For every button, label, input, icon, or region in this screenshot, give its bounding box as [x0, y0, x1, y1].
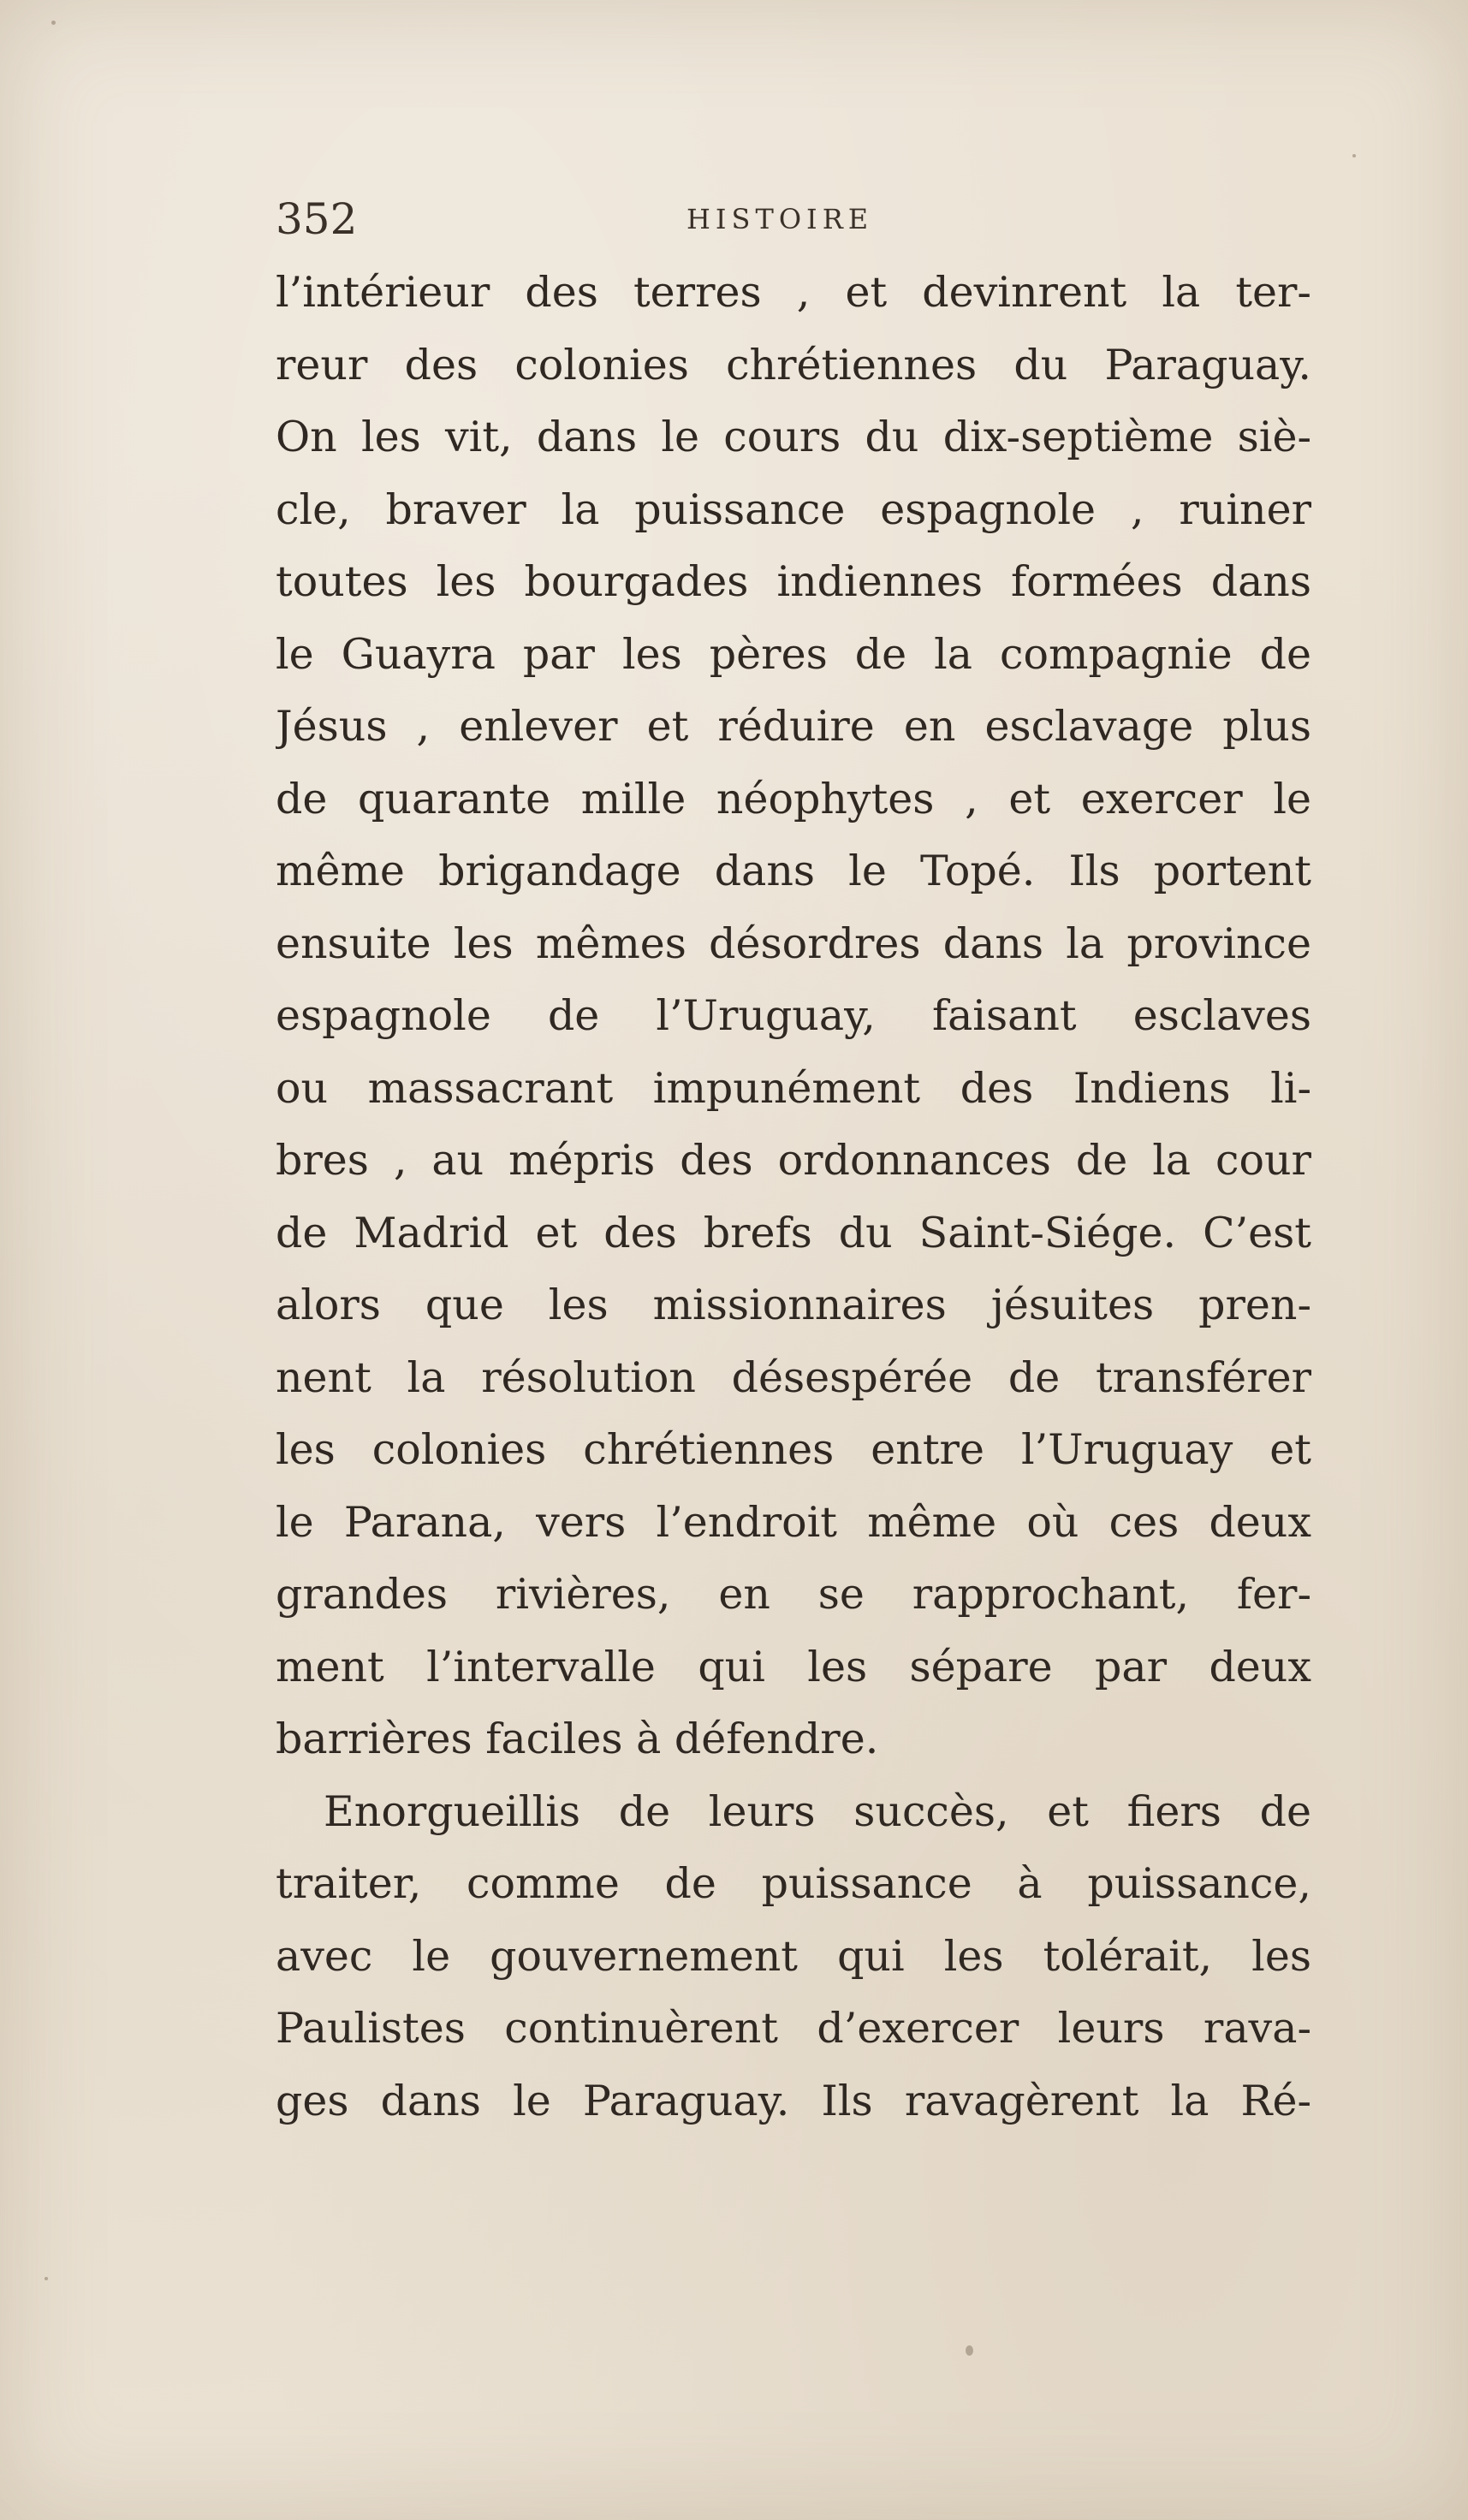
paper-speck — [51, 21, 56, 25]
text-line: alors que les missionnaires jésuites pren- — [276, 1281, 1311, 1329]
page-header — [276, 193, 1311, 245]
text-line: reur des colonies chrétiennes du Paraguay. — [276, 340, 1311, 389]
text-line: traiter, comme de puissance à puissance, — [276, 1859, 1311, 1908]
text-line: même brigandage dans le Topé. Ils portent — [276, 847, 1311, 895]
page-number: 352 — [276, 194, 358, 244]
text-line: nent la résolution désespérée de transférer — [276, 1352, 1311, 1402]
paragraph-first-line: Enorgueillis de leurs succès, et fiers de — [324, 1786, 1311, 1836]
text-line: de quarante mille néophytes , et exercer le — [276, 774, 1311, 823]
text-line: espagnole de l’Uruguay, faisant esclaves — [276, 991, 1311, 1040]
text-line: ment l’intervalle qui les sépare par deux — [276, 1642, 1311, 1691]
text-line: de Madrid et des brefs du Saint-Siége. C’est — [276, 1208, 1311, 1257]
text-line: Paulistes continuèrent d’exercer leurs rava- — [276, 2004, 1311, 2053]
text-line: avec le gouvernement qui les tolérait, les — [276, 1931, 1311, 1981]
text-line: ou massacrant impunément des Indiens li- — [276, 1063, 1311, 1113]
text-line: le Guayra par les pères de la compagnie de — [276, 629, 1311, 679]
text-line: le Parana, vers l’endroit même où ces deux — [276, 1497, 1311, 1547]
text-line: bres , au mépris des ordonnances de la cour — [276, 1136, 1311, 1185]
text-line: Jésus , enlever et réduire en esclavage plus — [276, 702, 1311, 751]
text-line: toutes les bourgades indiennes formées dans — [276, 557, 1311, 606]
text-line: les colonies chrétiennes entre l’Uruguay et — [276, 1425, 1311, 1474]
text-line: On les vit, dans le cours du dix-septième siè- — [276, 413, 1311, 461]
text-line: grandes rivières, en se rapprochant, fer- — [276, 1570, 1311, 1619]
paragraph-last-line: barrières faciles à défendre. — [276, 1715, 879, 1763]
body-text — [276, 257, 1311, 2137]
paper-speck — [966, 2345, 973, 2356]
text-line: ges dans le Paraguay. Ils ravagèrent la Ré- — [276, 2076, 1311, 2125]
text-line: ensuite les mêmes désordres dans la province — [276, 918, 1311, 968]
text-line: l’intérieur des terres , et devinrent la ter- — [276, 268, 1311, 317]
running-head: HISTOIRE — [686, 203, 874, 235]
paper-speck — [1352, 154, 1356, 158]
text-line: cle, braver la puissance espagnole , ruiner — [276, 484, 1311, 534]
paper-speck — [45, 2277, 48, 2280]
